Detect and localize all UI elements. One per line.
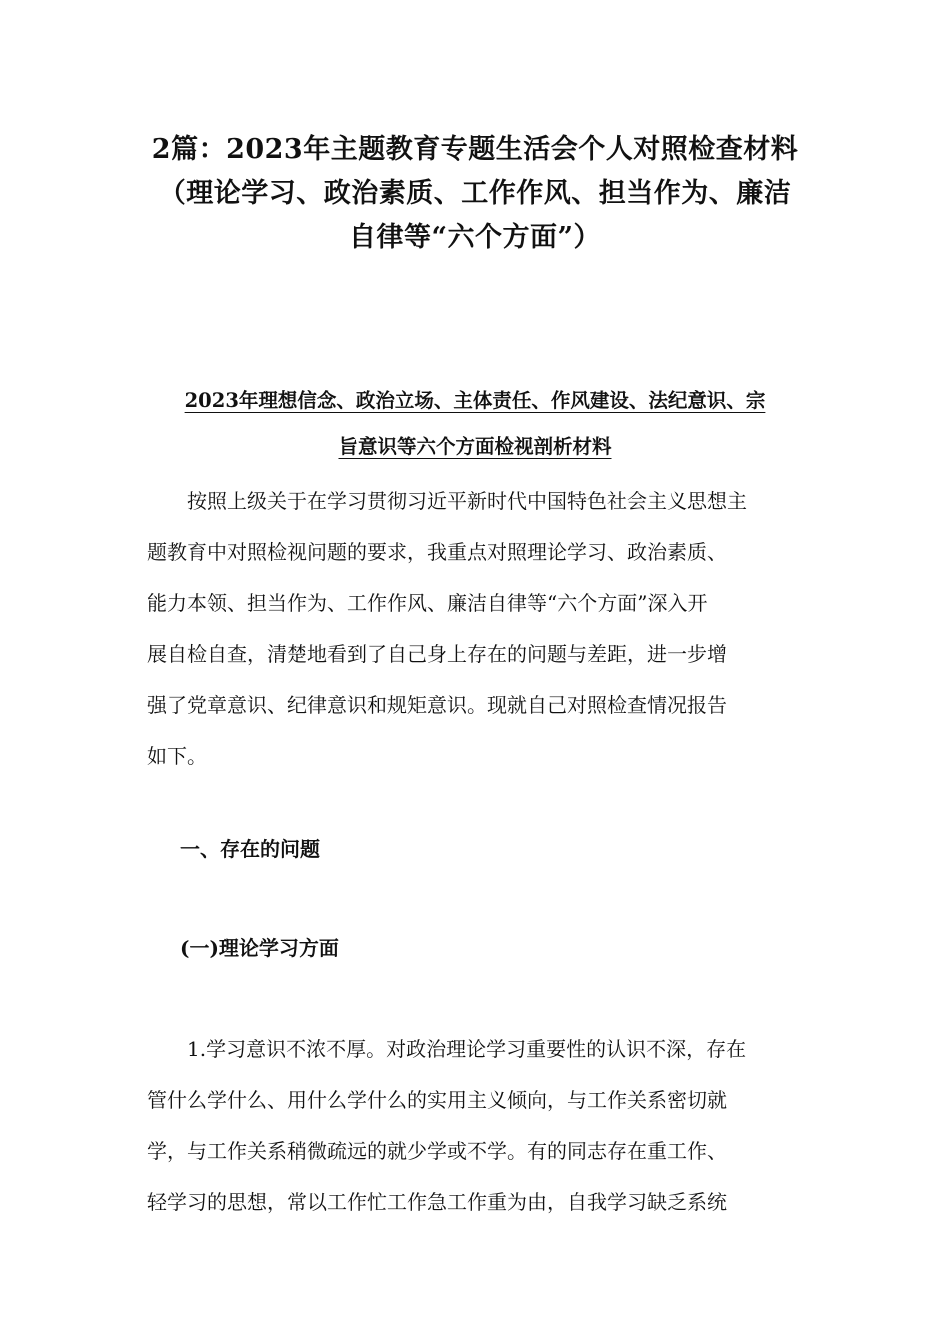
title-line-2: （理论学习、政治素质、工作作风、担当作为、廉洁 [158, 178, 792, 209]
point-1-line-1: 1.学习意识不浓不厚。对政治理论学习重要性的认识不深，存在 [147, 1037, 747, 1061]
point-1-line-2: 管什么学什么、用什么学什么的实用主义倾向，与工作关系密切就 [147, 1088, 727, 1112]
subtitle-line-2: 旨意识等六个方面检视剖析材料 [338, 435, 612, 458]
document-subtitle [130, 378, 820, 470]
section-heading: 一、存在的问题 [180, 837, 320, 861]
intro-line-4: 展自检自查，清楚地看到了自己身上存在的问题与差距，进一步增 [147, 642, 727, 666]
point-1-line-4: 轻学习的思想，常以工作忙工作急工作重为由，自我学习缺乏系统 [147, 1190, 727, 1214]
intro-line-5: 强了党章意识、纪律意识和规矩意识。现就自己对照检查情况报告 [147, 693, 727, 717]
intro-line-1: 按照上级关于在学习贯彻习近平新时代中国特色社会主义思想主 [147, 489, 747, 513]
title-line-1: 2篇：2023年主题教育专题生活会个人对照检查材料 [151, 134, 799, 165]
point-1-line-3: 学，与工作关系稍微疏远的就少学或不学。有的同志存在重工作、 [147, 1139, 727, 1163]
point-1-paragraph [147, 1024, 807, 1228]
document-title [130, 128, 820, 260]
title-line-3: 自律等“六个方面”） [348, 222, 602, 253]
intro-line-6: 如下。 [147, 744, 207, 768]
subtitle-line-1: 2023年理想信念、政治立场、主体责任、作风建设、法纪意识、宗 [184, 389, 766, 412]
intro-line-3: 能力本领、担当作为、工作作风、廉洁自律等“六个方面”深入开 [147, 591, 708, 615]
intro-paragraph [147, 476, 807, 782]
subsection-heading: (一)理论学习方面 [180, 936, 339, 960]
intro-line-2: 题教育中对照检视问题的要求，我重点对照理论学习、政治素质、 [147, 540, 727, 564]
